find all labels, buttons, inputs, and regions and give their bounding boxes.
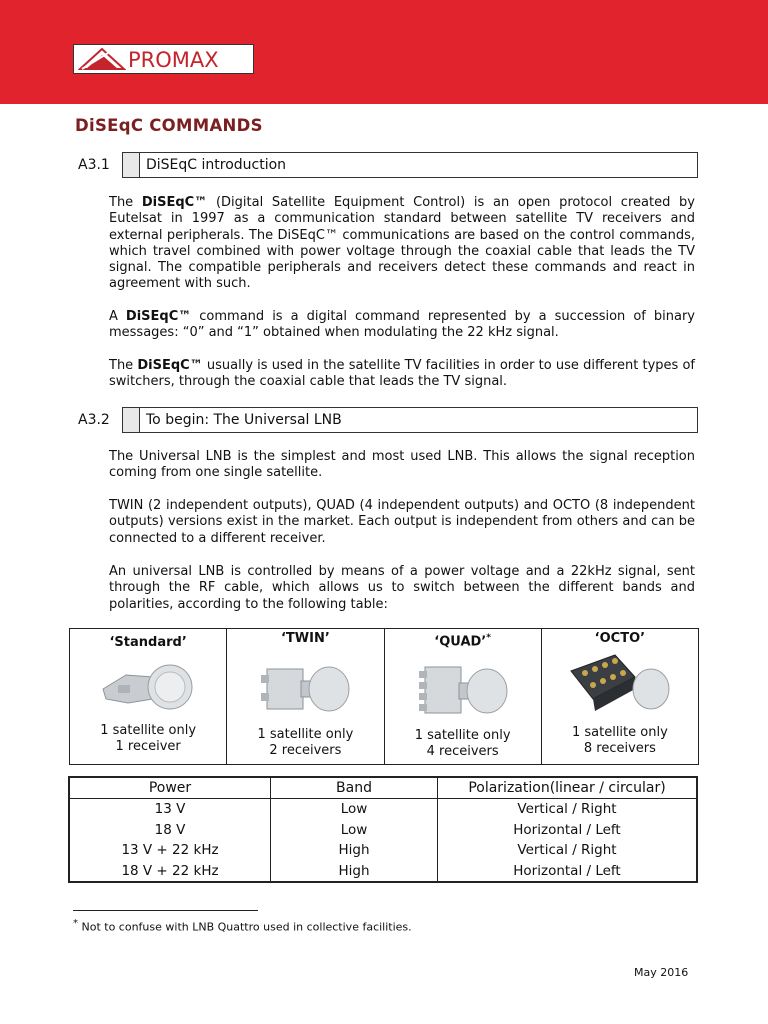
lnb-name: ‘OCTO’ [594,631,646,646]
diseqc-term: DiSEqC™ [125,309,192,324]
lnb-quad-image [413,653,513,723]
column-header: Polarization(linear / circular) [438,777,698,799]
lnb-name: ‘TWIN’ [280,631,330,646]
lnb-cell-standard: ‘Standard’ 1 satellite only 1 receiver [70,629,227,764]
lnb-name: ‘Standard’ [109,635,187,650]
section-title: To begin: The Universal LNB [146,412,342,428]
lnb-octo-image [565,649,675,719]
paragraph-usage: The DiSEqC™ usually is used in the satellite TV facilities in order to use different types of switchers, through the coaxial cable that leads the TV signal. [109,358,695,390]
column-header: Band [271,777,438,799]
lnb-cell-octo: ‘OCTO’ 1 satellite only 8 receivers [542,629,698,764]
paragraph-universal-lnb: The Universal LNB is the simplest and most used LNB. This allows the signal reception coming from one single satellite. [109,449,695,481]
section-title-box [140,152,698,178]
paragraph-command: A DiSEqC™ command is a digital command represented by a succession of binary messages: “0” and “1” obtained when modulating the 22 kHz signal. [109,309,695,341]
table-row: 13 V Low Vertical / Right [69,799,697,820]
brand-name: PROMAX [128,48,219,72]
diseqc-term: DiSEqC™ [141,195,208,210]
paragraph-versions: TWIN (2 independent outputs), QUAD (4 independent outputs) and OCTO (8 independent outputs) versions exist in the market. Each output is independent from others and can be connected to a different receiver. [109,498,695,546]
lnb-standard-image [98,657,198,717]
section-number: A3.2 [78,412,110,428]
footnote: * Not to confuse with LNB Quattro used in collective facilities. [73,918,412,934]
lnb-types-table [69,628,699,765]
power-band-table [68,776,698,883]
section-heading-a3-1 [75,152,697,178]
lnb-cell-twin: ‘TWIN’ 1 satellite only 2 receivers [227,629,384,764]
table-row: 18 V Low Horizontal / Left [69,820,697,841]
table-row: 18 V + 22 kHz High Horizontal / Left [69,861,697,883]
section-marker [122,407,140,433]
paragraph-intro: The DiSEqC™ (Digital Satellite Equipment Control) is an open protocol created by Eutelsat in 1997 as a communication standard between satellite TV receivers and external peripherals. The DiSEqC™ communications are based on the control commands, which travel combined with power voltage through the coaxial cable that leads the TV signal. The compatible peripherals and receivers detect these commands and react in agreement with such. [109,195,695,292]
lnb-cell-quad: ‘QUAD’* 1 satellite only 4 receivers [385,629,542,764]
paragraph-control: An universal LNB is controlled by means of a power voltage and a 22kHz signal, sent through the RF cable, which allows us to switch between the different bands and polarities, according to the following table: [109,564,695,612]
lnb-name: ‘QUAD’* [434,633,491,650]
section-number: A3.1 [78,157,110,173]
table-row: 13 V + 22 kHz High Vertical / Right [69,840,697,861]
section-title: DiSEqC introduction [146,157,287,173]
header-band [0,0,768,104]
page-title: DiSEqC COMMANDS [75,116,263,135]
lnb-twin-image [255,651,355,721]
section-marker [122,152,140,178]
logo-triangle-icon [78,48,126,70]
footer-date: May 2016 [634,966,689,979]
footnote-separator [73,910,258,911]
diseqc-term: DiSEqC™ [137,358,203,373]
table-header-row [69,777,697,799]
promax-logo [73,44,254,74]
section-title-box [140,407,698,433]
column-header: Power [69,777,271,799]
section-heading-a3-2 [75,407,697,433]
